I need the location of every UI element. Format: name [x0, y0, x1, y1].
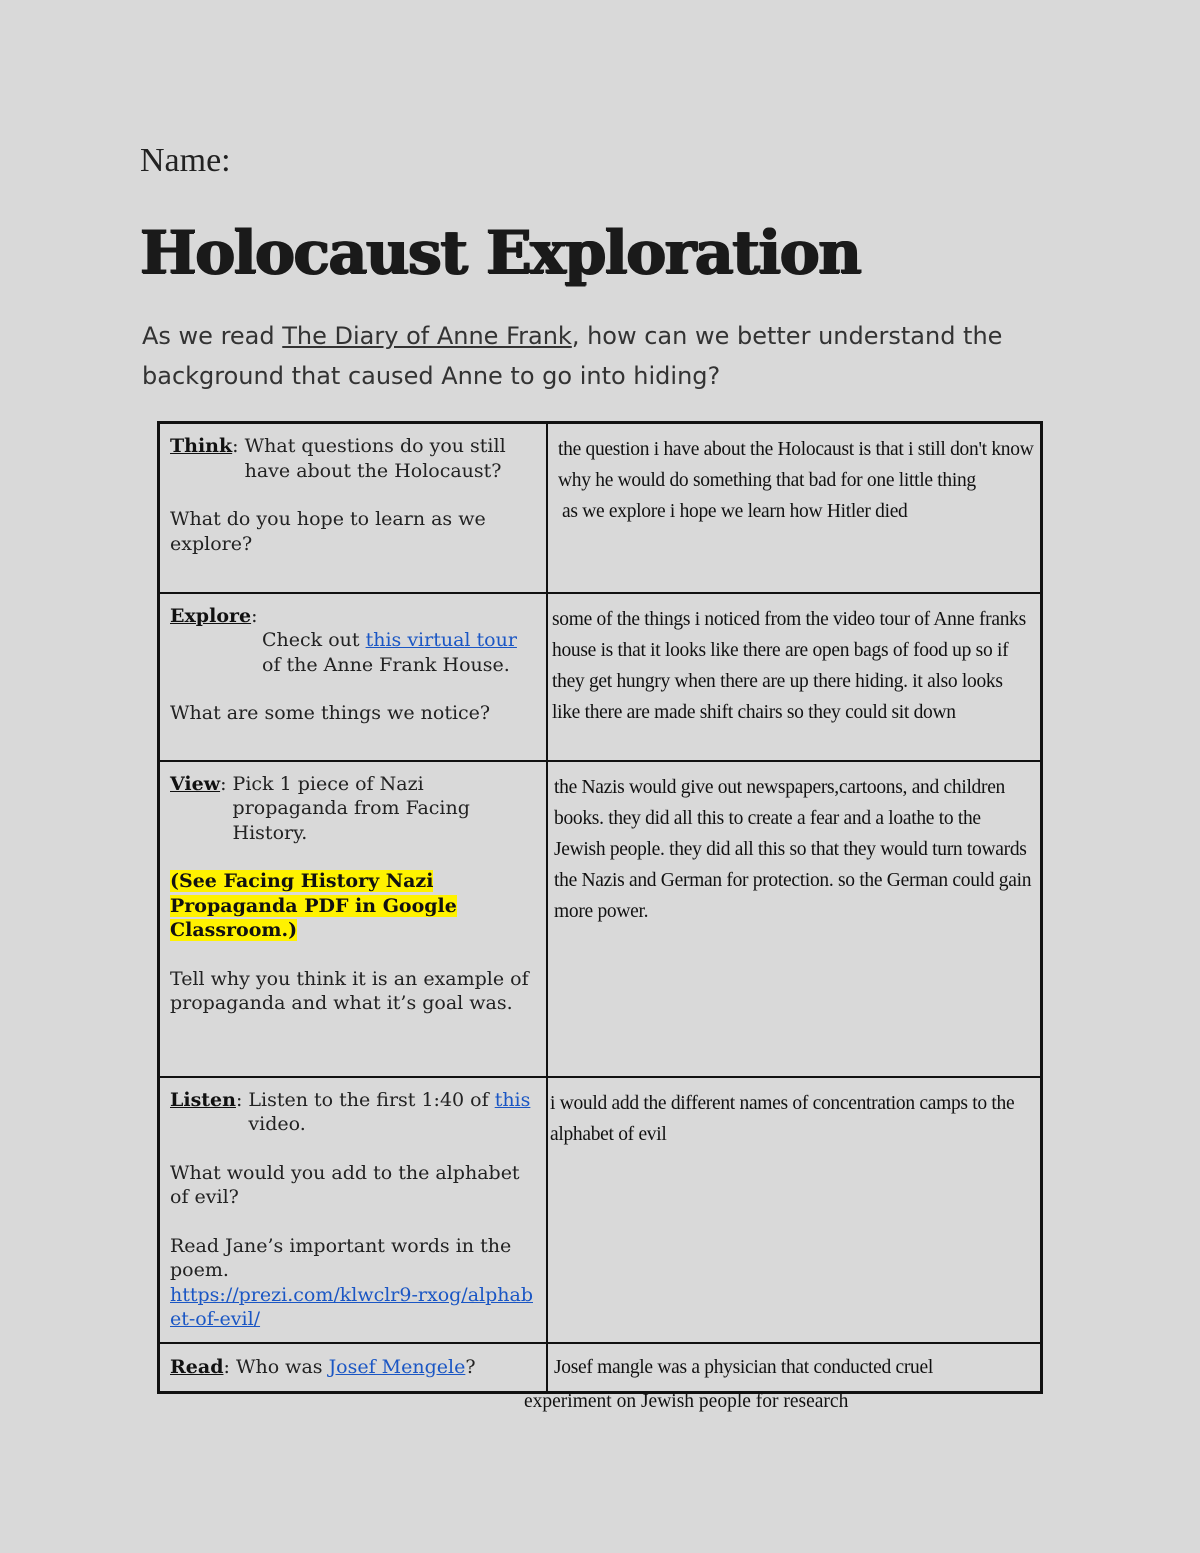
view-question1: Pick 1 piece of Nazi propaganda from Facing History.	[232, 772, 470, 844]
view-answer-cell[interactable]	[547, 761, 1042, 1077]
listen-question3: Read Jane’s important words in the poem.	[170, 1234, 512, 1281]
view-label: View	[170, 772, 221, 795]
think-answer	[552, 434, 1034, 527]
read-question: Read: Who was Josef Mengele?	[170, 1355, 476, 1378]
listen-answer: i would add the different names of concentration camps to the alphabet of evil	[550, 1092, 1015, 1145]
prezi-link[interactable]: https://prezi.com/klwclr9-rxog/alphabet-of-evil/	[170, 1283, 533, 1330]
video-link[interactable]: this	[494, 1088, 531, 1111]
listen-question2: What would you add to the alphabet of evil?	[170, 1161, 520, 1208]
read-label: Read	[170, 1355, 224, 1378]
listen-question1: Listen to the first 1:40 of this video.	[248, 1088, 531, 1135]
listen-prompt-cell	[159, 1077, 548, 1343]
think-question1: What questions do you still have about the Holocaust?	[244, 435, 506, 482]
intro-before: As we read	[142, 322, 283, 350]
view-prompt-cell	[159, 761, 548, 1077]
view-highlight-note: (See Facing History Nazi Propaganda PDF in Google Classroom.)	[170, 870, 457, 941]
row-explore	[159, 593, 1042, 761]
think-answer-cell[interactable]	[547, 423, 1042, 593]
explore-label: Explore	[170, 604, 252, 627]
view-answer: the Nazis would give out newspapers,cartoons, and children books. they did all this to create a fear and a loathe to the Jewish people. they did all this so that they would turn towards the Nazis and German for protection. so the German could gain more power.	[554, 776, 1032, 922]
read-answer-cell[interactable]	[547, 1343, 1042, 1393]
row-think	[159, 423, 1042, 593]
explore-answer-cell[interactable]	[547, 593, 1042, 761]
listen-label: Listen	[170, 1088, 236, 1111]
listen-answer-cell[interactable]	[547, 1077, 1042, 1343]
think-answer-2: as we explore i hope we learn how Hitler died	[562, 501, 908, 522]
read-answer-line2: experiment on Jewish people for research	[524, 1391, 849, 1412]
virtual-tour-link[interactable]: this virtual tour	[365, 629, 517, 651]
intro-text	[142, 316, 1062, 396]
read-prompt-cell	[159, 1343, 548, 1393]
page-title: Holocaust Exploration	[140, 218, 861, 288]
think-answer-1: the question i have about the Holocaust is that i still don't know why he would do something that bad for one little thing	[558, 439, 1034, 491]
worksheet-table	[157, 421, 1043, 1394]
explore-question2: What are some things we notice?	[170, 702, 491, 724]
view-question2: Tell why you think it is an example of propaganda and what it’s goal was.	[170, 967, 529, 1014]
think-prompt-cell	[159, 423, 548, 593]
think-label: Think	[170, 435, 233, 457]
listen-prompt: Listen: Listen to the first 1:40 of this video.	[170, 1088, 538, 1137]
read-answer-line1: Josef mangle was a physician that conducted cruel	[554, 1356, 933, 1378]
row-read	[159, 1343, 1042, 1393]
explore-prompt-cell: Explore: Check out this virtual tour of the Anne Frank House. What are some things we notice?	[159, 593, 548, 761]
row-view	[159, 761, 1042, 1077]
explore-answer: some of the things i noticed from the video tour of Anne franks house is that it looks like there are open bags of food up so if they get hungry when there are up there hiding. it also looks like there are made shift chairs so they could sit down	[552, 608, 1026, 723]
explore-question1: Check out this virtual tour of the Anne Frank House.	[262, 629, 517, 676]
book-title: The Diary of Anne Frank	[282, 322, 572, 350]
view-prompt: View: Pick 1 piece of Nazi propaganda from Facing History.	[170, 772, 538, 846]
intro-after: , how can we better understand the background that caused Anne to go into hiding?	[142, 322, 1003, 390]
think-prompt: Think: What questions do you still have about the Holocaust?	[170, 434, 538, 483]
josef-mengele-link[interactable]: Josef Mengele	[328, 1355, 466, 1378]
think-question2[interactable]: What do you hope to learn as we explore?	[170, 508, 486, 555]
name-label: Name:	[140, 142, 231, 179]
row-listen	[159, 1077, 1042, 1343]
